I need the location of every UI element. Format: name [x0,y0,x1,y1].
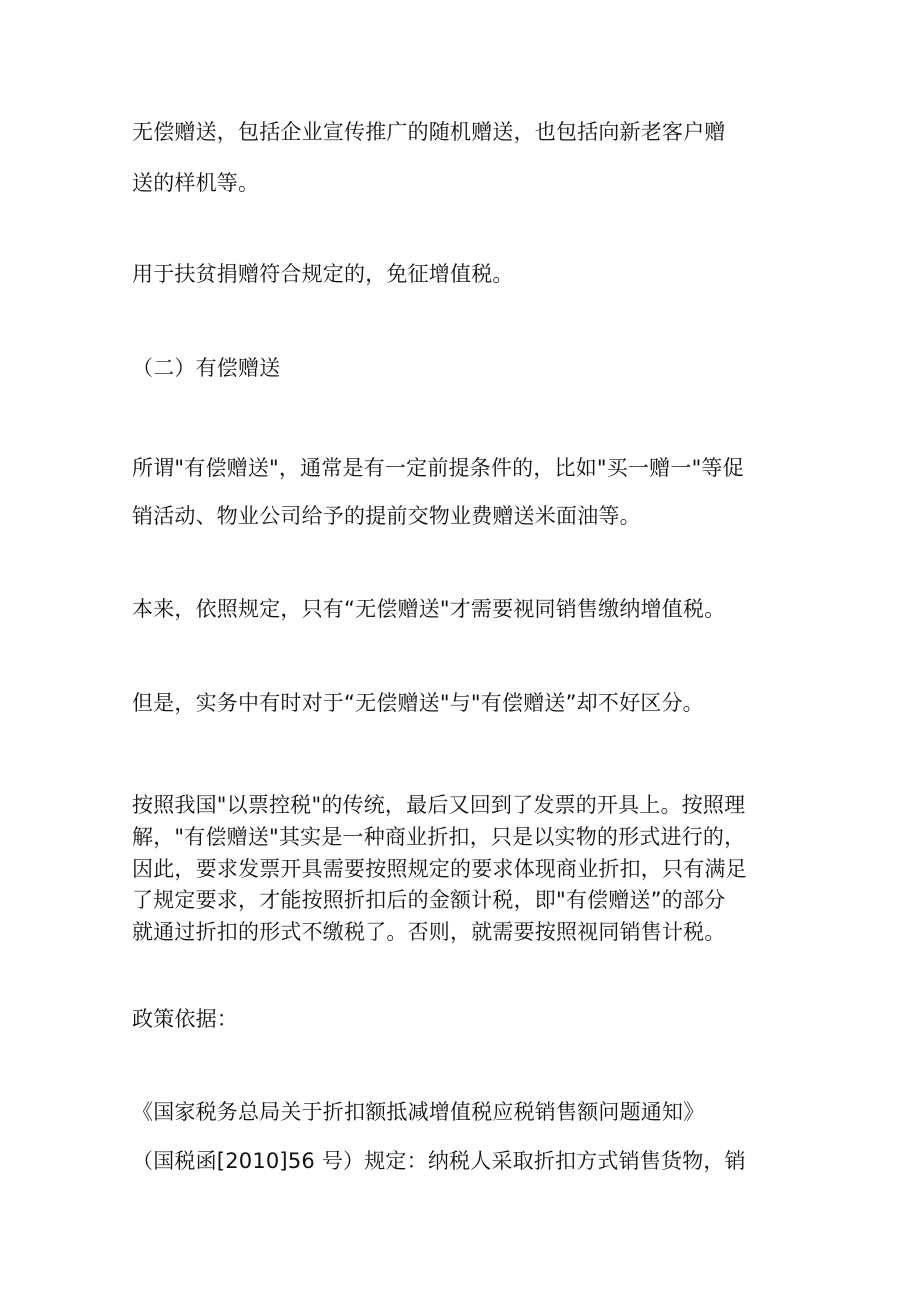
paragraph-line: 因此，要求发票开具需要按照规定的要求体现商业折扣，只有满足 [132,857,747,881]
paragraph-line: 解，"有偿赠送"其实是一种商业折扣，只是以实物的形式进行的， [132,825,746,849]
paragraph-line: 《国家税务总局关于折扣额抵减增值税应税销售额问题通知》 [132,1100,705,1124]
section-heading: （二）有偿赠送 [132,356,281,380]
paragraph-line: 无偿赠送，包括企业宣传推广的随机赠送，也包括向新老客户赠 [132,120,726,144]
paragraph-line: 送的样机等。 [132,171,260,195]
paragraph-line: 按照我国"以票控税"的传统，最后又回到了发票的开具上。按照理 [132,793,746,817]
paragraph-line: 就通过折扣的形式不缴税了。否则，就需要按照视同销售计税。 [132,920,726,944]
paragraph-line: 本来，依照规定，只有“无偿赠送"才需要视同销售缴纳增值税。 [132,597,726,621]
paragraph-line: 销活动、物业公司给予的提前交物业费赠送米面油等。 [132,504,641,528]
paragraph-line: 但是，实务中有时对于“无偿赠送"与"有偿赠送”却不好区分。 [132,691,704,715]
paragraph-line: （国税函[2010]56 号）规定：纳税人采取折扣方式销售货物，销 [132,1149,746,1173]
paragraph-line: 了规定要求，才能按照折扣后的金额计税，即"有偿赠送”的部分 [132,888,726,912]
paragraph-line: 用于扶贫捐赠符合规定的，免征增值税。 [132,262,514,286]
policy-label: 政策依据： [132,1007,238,1031]
paragraph-line: 所谓"有偿赠送"，通常是有一定前提条件的，比如"买一赠一"等促 [132,456,744,480]
